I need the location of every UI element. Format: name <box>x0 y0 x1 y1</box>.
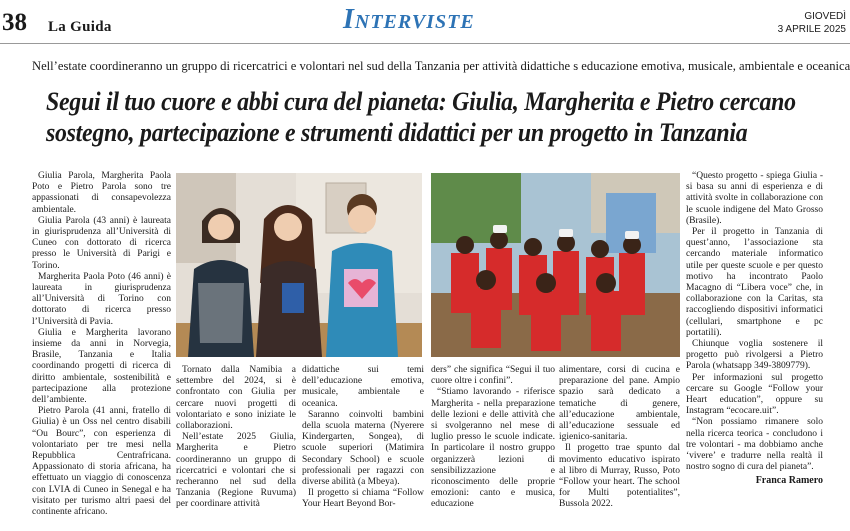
newspaper-name: La Guida <box>48 19 112 35</box>
article-column-6 <box>686 171 823 487</box>
issue-day: GIOVEDÌ <box>804 11 846 22</box>
issue-date-text: 3 APRILE 2025 <box>777 24 846 35</box>
paragraph: Giulia e Margherita lavorano insieme da anni in Norvegia, Brasile, Tanzania e Italia coordinando progetti di ricerca di diritto ambientale, sostenibilità e partecipazione alla protezione dell’ambiente. <box>32 327 171 406</box>
photo-tanzania-children <box>431 173 680 357</box>
article-column-4 <box>431 365 555 511</box>
author-signature: Franca Ramero <box>755 475 823 487</box>
paragraph: Pietro Parola (41 anni, fratello di Giulia) è un Oss nel centro disabili “Ou Bourc”, con esperienza di volontariato per tre mesi nella Repubblica Centrafricana. Appassionato di storia africana, ha effettuato un viaggio di conoscenza con LVIA di Cuneo in Senegal e ha visitato per turismo altri paesi del continente africano. <box>32 406 171 518</box>
paragraph: Chiunque voglia sostenere il progetto può rivolgersi a Pietro Parola (whatsapp 349-3809779). <box>686 339 823 372</box>
paragraph: alimentare, corsi di cucina e preparazione del pane. Ampio spazio sarà dedicato a tematiche di genere, all’educazione ambientale, all’educazione sessuale ed igienico-sanitaria. <box>559 365 680 443</box>
paragraph: “Stiamo lavorando - riferisce Margherita - nella preparazione delle lezioni e delle attività che si svolgeranno nel mese di luglio presso le scuole indicate. In particolare il nostro gruppo organizzerà lezioni di sensibilizzazione e riconoscimento delle proprie emozioni: canto e musica, educazione <box>431 387 555 510</box>
paragraph: Giulia Parola (43 anni) è laureata in giurisprudenza all’Università di Cuneo con dottorato di ricerca presso le Università di Parigi e Torino. <box>32 215 171 271</box>
page-number: 38 <box>2 9 27 36</box>
photo-giulia-margherita-pietro <box>176 173 422 357</box>
headline-line-2: sostegno, partecipazione e strumenti didattici per un progetto in Tanzania <box>46 117 748 147</box>
paragraph: Tornato dalla Namibia a settembre del 2024, si è confrontato con Giulia per cercare nuovi progetti di volontariato e sono iniziate le collaborazioni. <box>176 365 296 432</box>
paragraph: ders” che significa “Segui il tuo cuore oltre i confini”. <box>431 365 555 387</box>
paragraph: Il progetto si chiama “Follow Your Heart Beyond Bor- <box>302 488 424 510</box>
paragraph: Per il progetto in Tanzania di quest’anno, l’associazione sta cercando materiale informatico utile per queste scuole e per questo motivo ha incontrato Paolo Macagno di “Libera voce” che, in collaborazione con la Caritas, sta raccogliendo dispositivi informatici (cellulari, smartphone e pc portatili). <box>686 227 823 338</box>
section-title: Interviste <box>343 4 475 35</box>
paragraph: Nell’estate 2025 Giulia, Margherita e Pietro coordineranno un gruppo di ricercatrici e volontari che si recheranno nel sud della Tanzania (Regione Ruvuma) per coordinare attività <box>176 432 296 510</box>
article-column-5 <box>559 365 680 511</box>
headline-line-1: Segui il tuo cuore e abbi cura del pianeta: Giulia, Margherita e Pietro cercano <box>46 86 796 116</box>
page-header <box>0 0 850 44</box>
paragraph: Saranno coinvolti bambini della scuola materna (Nyerere Kindergarten, Songea), di scuole superiori (Matimira Secondary School) e scuole professionali per ragazzi con diverse abilità (a Mbeya). <box>302 409 424 488</box>
article-column-3 <box>302 365 424 511</box>
article-column-2 <box>176 365 296 511</box>
paragraph: didattiche sui temi dell’educazione emotiva, musicale, ambientale e oceanica. <box>302 365 424 409</box>
paragraph: Per informazioni sul progetto cercare su Google “Follow your Heart education”, oppure su Instagram “ecocare.uit”. <box>686 372 823 417</box>
issue-date <box>778 10 846 36</box>
article-headline <box>46 86 796 148</box>
article-kicker: Nell’estate coordineranno un gruppo di ricercatrici e volontari nel sud della Tanzania per attività didattiche s educazione emotiva, musicale, ambientale e oceanica <box>32 59 850 73</box>
paragraph: Giulia Parola, Margherita Paola Poto e Pietro Parola sono tre appassionati di consapevolezza ambientale. <box>32 171 171 215</box>
paragraph: Il progetto trae spunto dal movimento educativo ispirato al libro di Murray, Russo, Poto “Follow your heart. The school for Multi potentialites”, Bussola 2022. <box>559 443 680 510</box>
article-column-1 <box>32 171 171 518</box>
paragraph: Margherita Paola Poto (46 anni) è laureata in giurisprudenza all’Università di Torino con dottorato di ricerca presso l’Università di Pavia. <box>32 271 171 327</box>
paragraph: “Questo progetto - spiega Giulia - si basa su anni di esperienza e di attività svolte in collaborazione con le scuole indigene del Mato Grosso (Brasile). <box>686 171 823 226</box>
paragraph: “Non possiamo rimanere solo nella ricerca teorica - concludono i tre volontari - ma dobbiamo anche ‘vivere’ e tradurre nella realtà il nostro sogno di cura del pianeta”. <box>686 417 823 473</box>
